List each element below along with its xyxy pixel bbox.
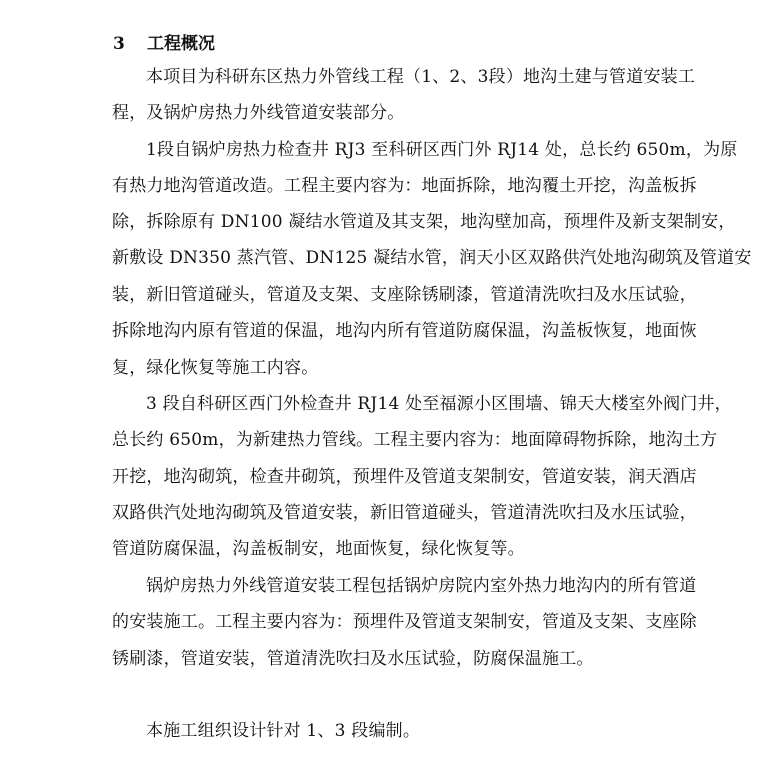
paragraph-line: 复，绿化恢复等施工内容。 [112, 358, 319, 378]
paragraph-line: 除，拆除原有 DN100 凝结水管道及其支架，地沟壁加高，预埋件及新支架制安， [112, 212, 736, 232]
paragraph-line: 本项目为科研东区热力外管线工程（1、2、3段）地沟土建与管道安装工 [146, 67, 696, 87]
paragraph-line: 总长约 650m，为新建热力管线。工程主要内容为：地面障碍物拆除，地沟土方 [112, 430, 718, 450]
paragraph-line: 拆除地沟内原有管道的保温，地沟内所有管道防腐保温，沟盖板恢复，地面恢 [112, 321, 697, 341]
paragraph-line: 锈刷漆，管道安装，管道清洗吹扫及水压试验，防腐保温施工。 [112, 649, 594, 669]
paragraph-line: 的安装施工。工程主要内容为：预埋件及管道支架制安，管道及支架、支座除 [112, 612, 697, 632]
section-heading [113, 29, 215, 59]
paragraph-line: 有热力地沟管道改造。工程主要内容为：地面拆除，地沟覆土开挖，沟盖板拆 [112, 176, 697, 196]
paragraph-line: 1段自锅炉房热力检查井 RJ3 至科研区西门外 RJ14 处，总长约 650m，为原 [146, 140, 738, 160]
paragraph-line: 开挖，地沟砌筑，检查井砌筑，预埋件及管道支架制安，管道安装，润天酒店 [112, 467, 697, 487]
section-title: 工程概况 [147, 34, 215, 54]
paragraph-line: 锅炉房热力外线管道安装工程包括锅炉房院内室外热力地沟内的所有管道 [146, 576, 697, 596]
paragraph-line: 程，及锅炉房热力外线管道安装部分。 [112, 103, 405, 123]
section-number: 3 [113, 34, 125, 54]
paragraph-line: 管道防腐保温，沟盖板制安，地面恢复，绿化恢复等。 [112, 539, 525, 559]
paragraph-line: 3 段自科研区西门外检查井 RJ14 处至福源小区围墙、锦天大楼室外阀门井， [146, 394, 732, 414]
paragraph-line: 本施工组织设计针对 1、3 段编制。 [146, 721, 421, 741]
paragraph-line: 新敷设 DN350 蒸汽管、DN125 凝结水管，润天小区双路供汽处地沟砌筑及管道安 [112, 248, 752, 268]
paragraph-line: 双路供汽处地沟砌筑及管道安装，新旧管道碰头，管道清洗吹扫及水压试验， [112, 503, 697, 523]
paragraph-line: 装，新旧管道碰头，管道及支架、支座除锈刷漆，管道清洗吹扫及水压试验， [112, 285, 697, 305]
